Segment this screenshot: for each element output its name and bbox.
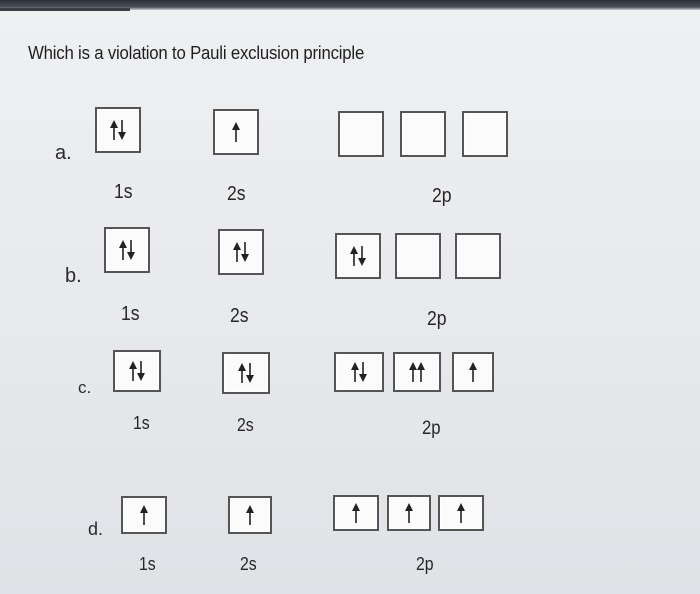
option-d-2s-orbital [228,496,272,534]
option-d-letter: d. [88,519,104,539]
option-b-1s-label: 1s [121,303,140,325]
arrow-up-icon [233,242,241,262]
option-c-2p-orbital-3 [452,352,494,392]
arrow-up-icon [119,240,127,260]
arrow-up-icon [110,120,118,140]
option-a-2s-label: 2s [227,183,246,205]
arrow-up-icon [352,503,360,523]
arrow-down-icon [241,242,249,262]
arrow-up-icon [350,246,358,266]
arrow-up-icon [409,362,417,382]
arrow-down-icon [137,361,145,381]
option-c-2p-label: 2p [422,418,441,439]
option-a-2p-label: 2p [432,185,452,207]
option-c-2s-orbital [222,352,270,394]
option-a-2p-orbital-1 [338,111,384,157]
option-d-2p-orbital-1 [333,495,379,531]
arrow-up-icon [405,503,413,523]
option-a-1s-orbital [95,107,141,153]
option-a-2p-orbital-2 [400,111,446,157]
option-b-2p-orbital-3 [455,233,501,279]
option-d-2p-label: 2p [416,554,434,574]
arrow-down-icon [118,120,126,140]
arrow-up-icon [351,362,359,382]
option-a-2s-arrows [215,111,257,153]
option-d-1s-orbital [121,496,167,534]
option-b-2p-label: 2p [427,308,447,330]
option-d-2s-label: 2s [240,554,257,574]
option-b-1s-orbital [104,227,150,273]
arrow-down-icon [246,363,254,383]
option-b-2p-orbital-2 [395,233,441,279]
arrow-up-icon [129,361,137,381]
arrow-up-icon [140,505,148,525]
arrow-down-icon [358,246,366,266]
option-d-2p-orbital-2 [387,495,431,531]
option-a-1s-label: 1s [114,181,133,203]
option-b-2p-orbital-1 [335,233,381,279]
question-text: Which is a violation to Pauli exclusion principle [28,43,365,63]
top-bar [0,0,700,10]
option-a-letter: a. [55,142,72,164]
option-b-2s-orbital [218,229,264,275]
option-c-1s-orbital [113,350,161,392]
option-c-2s-label: 2s [237,415,254,435]
arrow-up-icon [457,503,465,523]
option-d-2p-orbital-3 [438,495,484,531]
arrow-up-icon [417,362,425,382]
option-d-1s-label: 1s [139,554,156,574]
option-a-2s-orbital [213,109,259,155]
option-c-2p-orbital-2 [393,352,441,392]
option-b-letter: b. [65,265,82,287]
option-c-1s-label: 1s [133,413,150,433]
option-c-letter: c. [78,378,92,397]
arrow-up-icon [238,363,246,383]
option-a-1s-arrows [97,109,139,151]
arrow-up-icon [232,122,240,142]
option-a-2p-orbital-3 [462,111,508,157]
option-c-2p-orbital-1 [334,352,384,392]
arrow-down-icon [359,362,367,382]
arrow-down-icon [127,240,135,260]
option-b-2s-label: 2s [230,305,249,327]
arrow-up-icon [469,362,477,382]
arrow-up-icon [246,505,254,525]
